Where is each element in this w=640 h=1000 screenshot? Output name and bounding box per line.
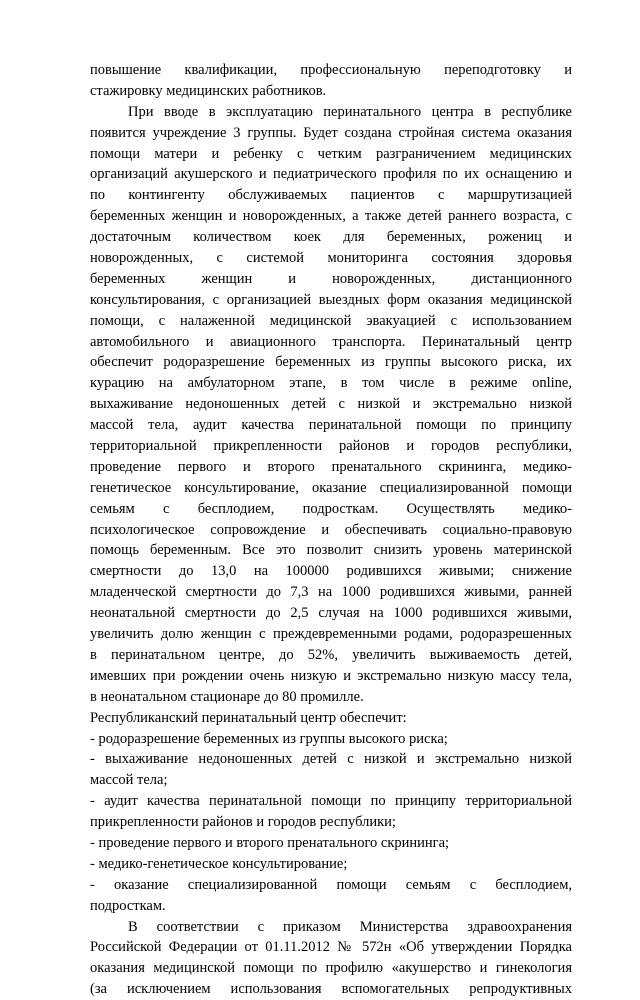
text-line: В соответствии с приказом Министерства здравоохранения bbox=[128, 918, 572, 935]
text-line: семьям с бесплодием, подросткам. Осуществлять медико- bbox=[90, 500, 572, 517]
text-line: подросткам. bbox=[90, 897, 166, 914]
text-line: Республиканский перинатальный центр обеспечит: bbox=[90, 709, 407, 726]
text-line: (за исключением использования вспомогательных репродуктивных bbox=[90, 981, 572, 998]
text-line: психологическое сопровождение и обеспечивать социально-правовую bbox=[90, 521, 572, 538]
text-line: массой тела, аудит качества перинатальной помощи по принципу bbox=[90, 417, 572, 434]
text-line: территориальной прикрепленности районов и городов республики, bbox=[90, 438, 572, 455]
text-line: повышение квалификации, профессиональную переподготовку и bbox=[90, 62, 572, 78]
text-line: беременных женщин и новорожденных, дистанционного bbox=[90, 270, 572, 287]
text-line: имевших при рождении очень низкую и экстремально низкую массу тела, bbox=[90, 667, 572, 684]
text-line: генетическое консультирование, оказание специализированной помощи bbox=[90, 479, 572, 496]
text-line: консультирования, с организацией выездных форм оказания медицинской bbox=[90, 291, 572, 308]
text-line: стажировку медицинских работников. bbox=[90, 82, 327, 99]
text-line: младенческой смертности до 7,3 на 1000 родившихся живыми, ранней bbox=[90, 584, 572, 601]
list-item: - родоразрешение беременных из группы высокого риска; bbox=[90, 730, 448, 747]
text-line: помощь беременным. Все это позволит снизить уровень материнской bbox=[90, 542, 572, 559]
list-item: - выхаживание недоношенных детей с низкой и экстремально низкой bbox=[90, 751, 572, 768]
text-line: организаций акушерского и педиатрического профиля по их оснащению и bbox=[90, 166, 572, 183]
text-line: появится учреждение 3 группы. Будет создана стройная система оказания bbox=[90, 124, 572, 141]
text-line: помощи, с налаженной медицинской эвакуацией с использованием bbox=[90, 312, 572, 329]
text-line: достаточным количеством коек для беременных, рожениц и bbox=[90, 229, 572, 246]
list-item: - аудит качества перинатальной помощи по принципу территориальной bbox=[90, 793, 572, 810]
text-line: увеличить долю женщин с преждевременными родами, родоразрешенных bbox=[90, 626, 572, 643]
text-line: беременных женщин и новорожденных, а также детей раннего возраста, с bbox=[90, 208, 572, 225]
text-line: неонатальной смертности до 2,5 случая на 1000 родившихся живыми, bbox=[90, 605, 572, 622]
text-line: При вводе в эксплуатацию перинатального центра в республике bbox=[128, 103, 572, 120]
text-line: автомобильного и авиационного транспорта. Перинатальный центр bbox=[90, 333, 572, 350]
text-line: новорожденных, с системой мониторинга состояния здоровья bbox=[90, 250, 572, 267]
list-item: - оказание специализированной помощи семьям с бесплодием, bbox=[90, 876, 572, 893]
text-line: Российской Федерации от 01.11.2012 № 572н «Об утверждении Порядка bbox=[90, 939, 572, 956]
list-item: - проведение первого и второго пренатального скрининга; bbox=[90, 834, 450, 851]
text-line: в перинатальном центре, до 52%, увеличить выживаемость детей, bbox=[90, 646, 572, 663]
text-line: обеспечит родоразрешение беременных из группы высокого риска, их bbox=[90, 354, 572, 371]
text-line: оказания медицинской помощи по профилю «акушерство и гинекология bbox=[90, 960, 572, 977]
text-line: массой тела; bbox=[90, 772, 168, 789]
text-line: курацию на амбулаторном этапе, в том числе в режиме online, bbox=[90, 375, 572, 392]
text-line: прикрепленности районов и городов республики; bbox=[90, 814, 396, 831]
text-line: помощи матери и ребенку с четким разграничением медицинских bbox=[90, 145, 572, 162]
text-line: проведение первого и второго пренатального скрининга, медико- bbox=[90, 458, 572, 475]
text-line: выхаживание недоношенных детей с низкой и экстремально низкой bbox=[90, 396, 572, 413]
text-line: в неонатальном стационаре до 80 промилле. bbox=[90, 688, 364, 705]
document-page bbox=[90, 60, 572, 1000]
text-line: смертности до 13,0 на 100000 родившихся живыми; снижение bbox=[90, 563, 572, 580]
text-line: по контингенту обслуживаемых пациентов с маршрутизацией bbox=[90, 187, 572, 204]
list-item: - медико-генетическое консультирование; bbox=[90, 855, 348, 872]
